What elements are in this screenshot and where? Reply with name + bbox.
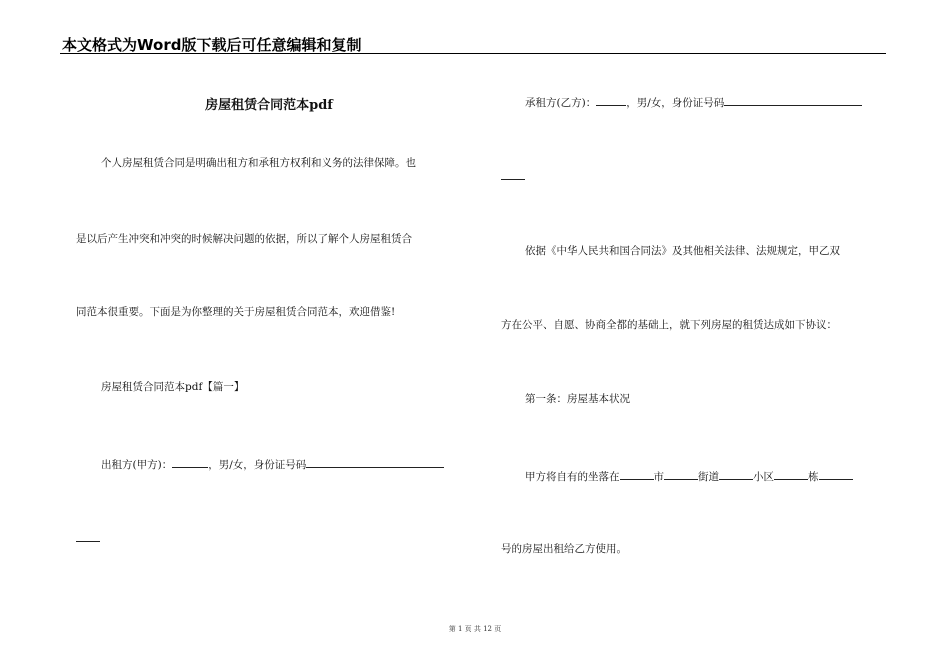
- intro-line-2: 是以后产生冲突和冲突的时候解决问题的依据，所以了解个人房屋租赁合: [76, 233, 412, 245]
- unit-blank: [819, 468, 853, 480]
- lessee-gender-id-label: ，男/女，身份证号码: [626, 97, 725, 109]
- lessor-gender-id-label: ，男/女，身份证号码: [208, 459, 307, 471]
- header-title: 本文格式为Word版下载后可任意编辑和复制: [62, 36, 362, 54]
- building-blank: [774, 468, 808, 480]
- basis-line-2: 方在公平、自愿、协商全都的基础上，就下列房屋的租赁达成如下协议：: [501, 319, 837, 331]
- section-heading: 房屋租赁合同范本pdf【篇一】: [101, 381, 245, 393]
- intro-line-1: 个人房屋租赁合同是明确出租方和承租方权利和义务的法律保障。也: [101, 157, 416, 169]
- location-line: [525, 468, 853, 484]
- lessor-label: 出租方(甲方)：: [101, 459, 173, 471]
- location-line-2: 号的房屋出租给乙方使用。: [501, 543, 627, 555]
- lessee-label: 承租方(乙方)：: [525, 97, 597, 109]
- city-blank: [620, 468, 654, 480]
- district-blank: [719, 468, 753, 480]
- page-number: 第 1 页 共 12 页: [448, 625, 502, 633]
- lessor-id-blank-continued: [76, 530, 100, 542]
- building-label: 栋: [808, 471, 819, 483]
- lessee-line: [525, 94, 862, 110]
- intro-line-3: 同范本很重要。下面是为你整理的关于房屋租赁合同范本，欢迎借鉴!: [76, 306, 396, 318]
- district-label: 小区: [753, 471, 774, 483]
- lessee-id-blank: [724, 94, 862, 106]
- street-blank: [664, 468, 698, 480]
- lessor-line-continued: [76, 530, 100, 546]
- header-divider: [60, 53, 886, 54]
- document-title: 房屋租赁合同范本pdf: [205, 98, 333, 113]
- city-label: 市: [653, 471, 664, 483]
- lessor-line: [101, 456, 444, 472]
- location-label: 甲方将自有的坐落在: [525, 471, 620, 483]
- basis-line-1: 依据《中华人民共和国合同法》及其他相关法律、法规规定，甲乙双: [525, 245, 840, 257]
- lessee-name-blank: [596, 94, 626, 106]
- lessee-line-continued: [501, 168, 525, 184]
- street-label: 街道: [698, 471, 719, 483]
- lessor-name-blank: [172, 456, 208, 468]
- lessee-id-blank-continued: [501, 168, 525, 180]
- article-1-heading: 第一条：房屋基本状况: [525, 393, 630, 405]
- lessor-id-blank: [306, 456, 444, 468]
